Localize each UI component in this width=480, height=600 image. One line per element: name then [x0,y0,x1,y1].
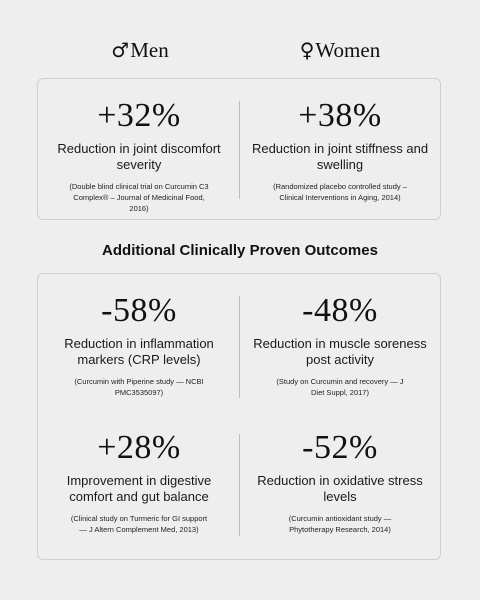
stat-value: +28% [97,429,181,466]
stat-description: Reduction in oxidative stress levels [257,473,423,504]
men-heading [40,36,240,64]
primary-results-card [37,78,441,220]
women-label: Women [315,38,381,62]
stat-crp [39,292,239,398]
stat-value: +32% [97,97,181,134]
stat-source: (Randomized placebo controlled study – Clinical Interventions in Aging, 2014) [273,182,407,202]
stat-source: (Clinical study on Turmeric for GI support — J Altern Complement Med, 2013) [70,514,208,534]
stat-women [240,97,440,203]
stat-description: Reduction in joint discomfort severity [57,141,221,172]
stat-source: (Curcumin antioxidant study — Phytotherapy Research, 2014) [288,514,392,534]
stat-value: -52% [302,429,378,466]
stat-muscle [240,292,440,398]
women-heading [240,36,440,64]
stat-oxidative [240,429,440,535]
male-icon: ♂ [111,38,130,62]
stat-description: Improvement in digestive comfort and gut balance [66,473,212,504]
female-icon: ♀ [299,38,315,62]
men-label: Men [130,38,169,62]
stat-value: +38% [298,97,382,134]
stat-value: -48% [302,292,378,329]
section-title: Additional Clinically Proven Outcomes [102,242,378,259]
stat-value: -58% [101,292,177,329]
additional-results-card [37,273,441,560]
stat-source: (Double blind clinical trial on Curcumin C3 Complex® – Journal of Medicinal Food, 2016) [69,182,209,213]
stat-source: (Curcumin with Piperine study — NCBI PMC3535097) [74,377,204,397]
stat-digestive [39,429,239,535]
gender-header [0,36,480,66]
stat-men [39,97,239,214]
stat-description: Reduction in muscle soreness post activity [253,336,427,367]
stat-description: Reduction in inflammation markers (CRP levels) [64,336,214,367]
stat-description: Reduction in joint stiffness and swelling [251,141,429,172]
stat-source: (Study on Curcumin and recovery — J Diet Suppl, 2017) [276,377,404,397]
